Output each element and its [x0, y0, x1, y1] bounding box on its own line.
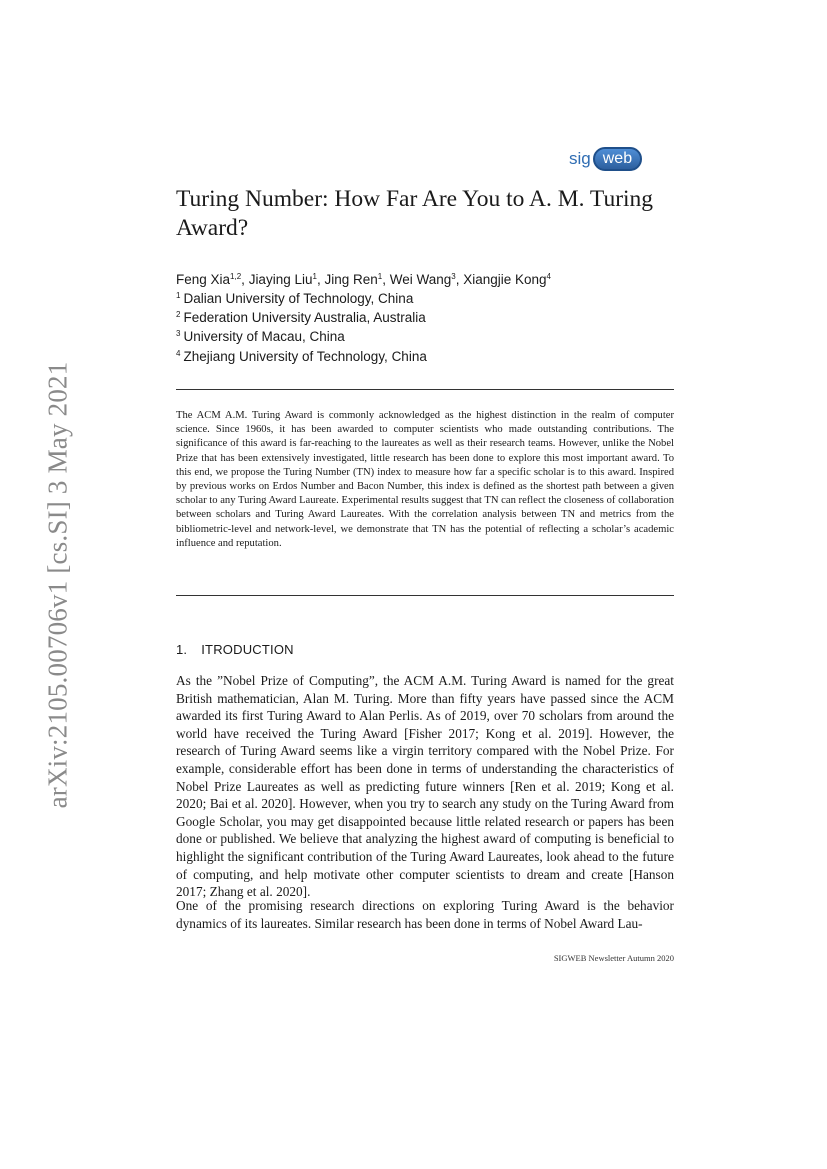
author-affiliation-mark: 1,2 [230, 272, 242, 281]
author-name: Xiangjie Kong [463, 272, 547, 287]
section-heading [176, 642, 294, 657]
affiliation-name: Dalian University of Technology, China [183, 291, 414, 306]
author-affiliation-mark: 1 [377, 272, 383, 281]
affiliation-name: Zhejiang University of Technology, China [183, 349, 427, 364]
affiliation-mark: 4 [176, 349, 181, 358]
logo-sig-text: sig [569, 149, 591, 168]
body-paragraph: One of the promising research directions on exploring Turing Award is the behavior dynamics of its laureates. Similar research has been done in terms of Nobel Award Lau- [176, 898, 674, 931]
author-name: Jing Ren [324, 272, 378, 287]
abstract-top-rule [176, 389, 674, 390]
arxiv-identifier-stamp: arXiv:2105.00706v1 [cs.SI] 3 May 2021 [42, 361, 73, 809]
author-name: Feng Xia [176, 272, 231, 287]
page-footer: SIGWEB Newsletter Autumn 2020 [553, 953, 674, 963]
affiliation-mark: 3 [176, 329, 181, 338]
affiliation-name: University of Macau, China [183, 329, 345, 344]
author-name: Wei Wang [389, 272, 452, 287]
affiliation-item [176, 344, 676, 366]
affiliation-mark: 1 [176, 291, 181, 300]
author-affiliation-mark: 4 [546, 272, 551, 281]
author-affiliation-mark: 1 [312, 272, 317, 281]
section-number: 1. [176, 642, 188, 657]
paper-title: Turing Number: How Far Are You to A. M. Turing Award? [176, 186, 654, 241]
abstract-bottom-rule [176, 595, 674, 596]
sigweb-logo [569, 146, 667, 172]
affiliation-name: Federation University Australia, Australia [183, 310, 426, 325]
section-title: ITRODUCTION [201, 642, 294, 657]
author-list: Feng Xia$^{1,2}$, Jiaying Liu$^1$, Jing Ren$^1$, Wei Wang$^3$, Xiangjie Kong$^4$ [176, 272, 551, 287]
author-name: Jiaying Liu [248, 272, 313, 287]
body-paragraph: As the ”Nobel Prize of Computing”, the ACM A.M. Turing Award is named for the great British mathematician, Alan M. Turing. More than fifty years have passed since the ACM awarded its first Turing Award to Alan Perlis. As of 2019, over 70 scholars from around the world have received the Turing Award [Fisher 2017; Kong et al. 2019]. However, the research of Turing Award seems like a virgin territory compared with the Nobel Prize. For example, considerable effort has been done in terms of understanding the characteristics of Nobel Prize Laureates as well as predicting future winners [Ren et al. 2019; Kong et al. 2020; Bai et al. 2020]. However, when you try to search any study on the Turing Award from Google Scholar, you may get disappointed because little related research or papers has been done or published. We believe that analyzing the highest award of computing is beneficial to highlight the significant contribution of the Turing Award Laureates, look ahead to the future of computing, and help motivate other computer scientists to dream and create [Hanson 2017; Zhang et al. 2020]. [176, 673, 674, 900]
affiliation-mark: 2 [176, 310, 181, 319]
logo-web-badge: web [593, 147, 642, 171]
author-affiliation-mark: 3 [451, 272, 456, 281]
affiliation-item [176, 324, 676, 346]
abstract-text: The ACM A.M. Turing Award is commonly acknowledged as the highest distinction in the realm of computer science. Since 1960s, it has been awarded to computer scientists who made outstanding contributions. The significance of this award is far-reaching to the laureates as well as their research teams. However, unlike the Nobel Prize that has been extensively investigated, little research has been done to explore this most important award. To this end, we propose the Turing Number (TN) index to measure how far a specific scholar is to this award. Inspired by previous works on Erdos Number and Bacon Number, this index is defined as the shortest path between a given scholar to any Turing Award Laureate. Experimental results suggest that TN can reflect the closeness of collaboration between scholars and Turing Award Laureates. With the correlation analysis between TN and metrics from the bibliometric-level and network-level, we demonstrate that TN has the potential of reflecting a scholar’s academic influence and reputation. [176, 410, 674, 549]
